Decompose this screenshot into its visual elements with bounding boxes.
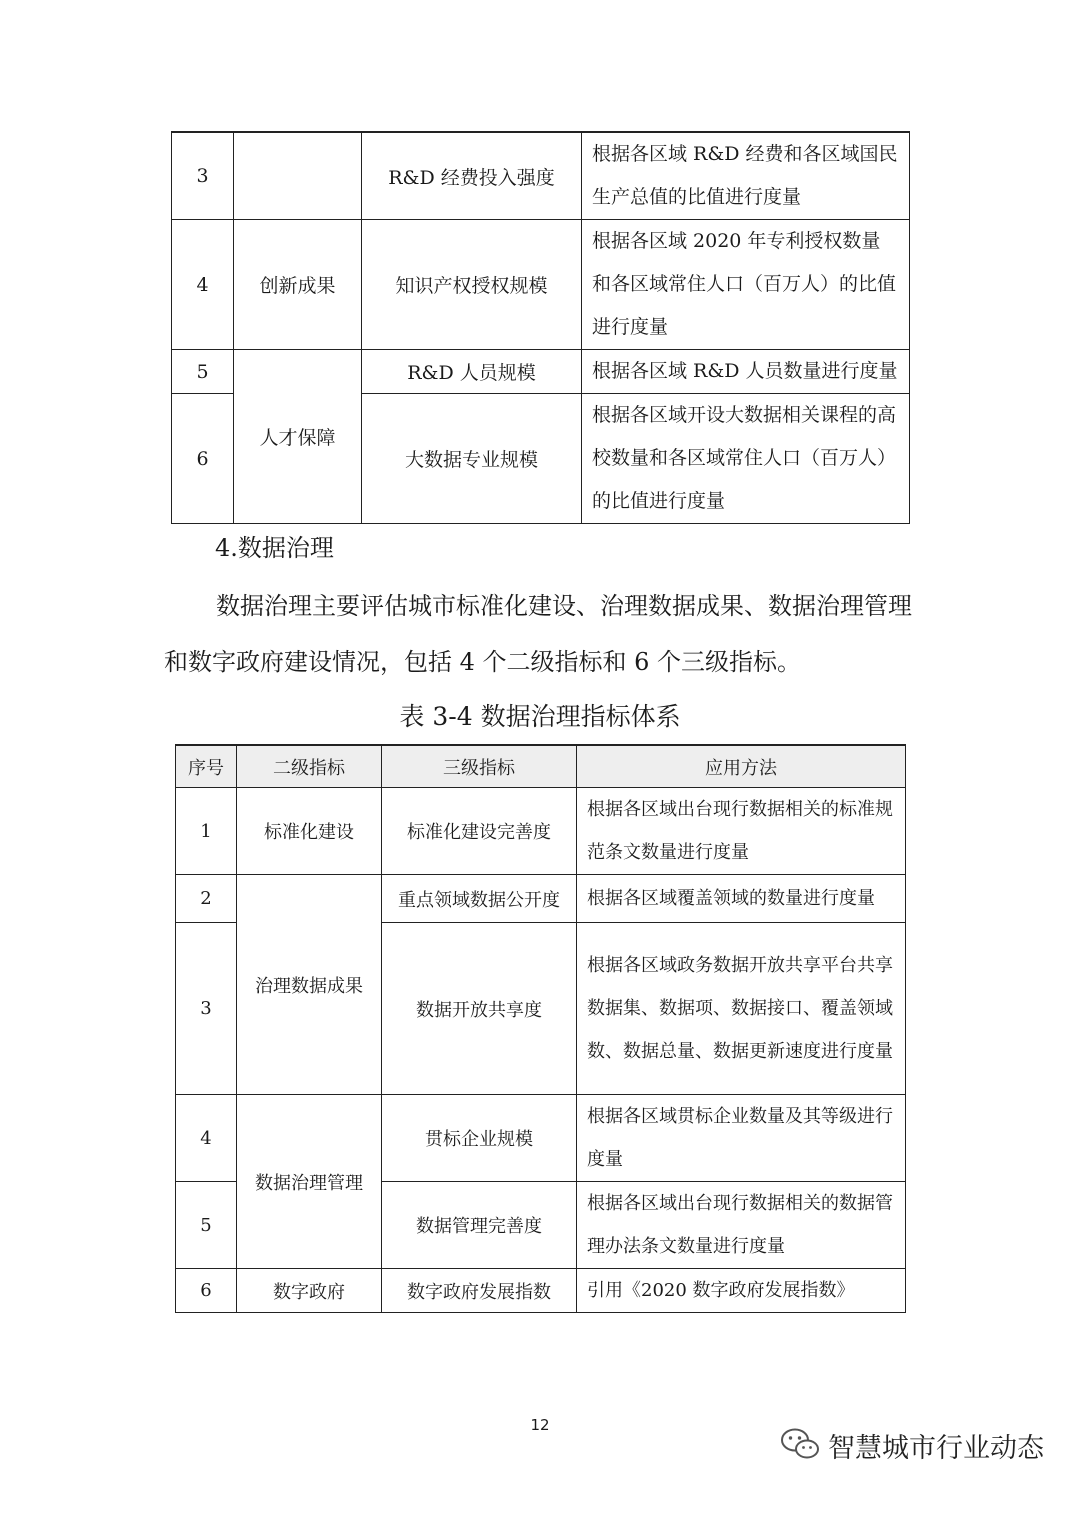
table-row [176,1269,906,1313]
method-cell: 根据各区域 R&D 人员数量进行度量 [582,350,910,394]
level3-indicator: 数据开放共享度 [382,923,577,1095]
row-number: 2 [176,875,237,923]
row-number: 5 [176,1182,237,1269]
watermark-text: 智慧城市行业动态 [828,1433,1044,1464]
header-level3: 三级指标 [382,745,577,788]
method-cell: 根据各区域出台现行数据相关的数据管理办法条文数量进行度量 [577,1182,906,1269]
watermark [780,1426,1044,1465]
row-number: 6 [172,394,234,524]
row-number: 4 [172,220,234,350]
header-method: 应用方法 [577,745,906,788]
section-paragraph: 数据治理主要评估城市标准化建设、治理数据成果、数据治理管理和数字政府建设情况，包括 4 个二级指标和 6 个三级指标。 [164,592,912,676]
method-cell: 根据各区域开设大数据相关课程的高校数量和各区域常住人口（百万人）的比值进行度量 [582,394,910,524]
level2-indicator: 数据治理管理 [237,1095,382,1269]
header-number: 序号 [176,745,237,788]
level3-indicator: 知识产权授权规模 [362,220,582,350]
level2-indicator [234,132,362,220]
row-number: 4 [176,1095,237,1182]
level3-indicator: R&D 经费投入强度 [362,132,582,220]
level3-indicator: 重点领域数据公开度 [382,875,577,923]
page-number: 12 [530,1416,550,1434]
level3-indicator: 贯标企业规模 [382,1095,577,1182]
table-row [176,875,906,923]
method-cell: 根据各区域 R&D 经费和各区域国民生产总值的比值进行度量 [582,132,910,220]
table-row [172,350,910,394]
table-row [176,1095,906,1182]
row-number: 3 [176,923,237,1095]
level2-indicator: 创新成果 [234,220,362,350]
row-number: 5 [172,350,234,394]
level3-indicator: 大数据专业规模 [362,394,582,524]
method-cell: 根据各区域出台现行数据相关的标准规范条文数量进行度量 [577,788,906,875]
method-cell: 根据各区域政务数据开放共享平台共享数据集、数据项、数据接口、覆盖领域数、数据总量、数据更新速度进行度量 [577,923,906,1095]
method-cell: 根据各区域贯标企业数量及其等级进行度量 [577,1095,906,1182]
table-header-row [176,745,906,788]
level2-indicator: 数字政府 [237,1269,382,1313]
level2-indicator: 人才保障 [234,350,362,524]
row-number: 6 [176,1269,237,1313]
table-row [176,788,906,875]
level2-indicator: 标准化建设 [237,788,382,875]
wechat-icon [780,1427,820,1465]
innovation-indicator-table [171,131,910,524]
data-governance-indicator-table [175,744,906,1313]
table-row [172,132,910,220]
table-row [172,220,910,350]
section-heading: 4.数据治理 [215,534,334,562]
level3-indicator: 数字政府发展指数 [382,1269,577,1313]
method-cell: 引用《2020 数字政府发展指数》 [577,1269,906,1313]
method-cell: 根据各区域覆盖领域的数量进行度量 [577,875,906,923]
level3-indicator: 数据管理完善度 [382,1182,577,1269]
level3-indicator: 标准化建设完善度 [382,788,577,875]
level3-indicator: R&D 人员规模 [362,350,582,394]
table-caption: 表 3-4 数据治理指标体系 [399,702,681,731]
header-level2: 二级指标 [237,745,382,788]
method-cell: 根据各区域 2020 年专利授权数量和各区域常住人口（百万人）的比值进行度量 [582,220,910,350]
row-number: 3 [172,132,234,220]
row-number: 1 [176,788,237,875]
level2-indicator: 治理数据成果 [237,875,382,1095]
